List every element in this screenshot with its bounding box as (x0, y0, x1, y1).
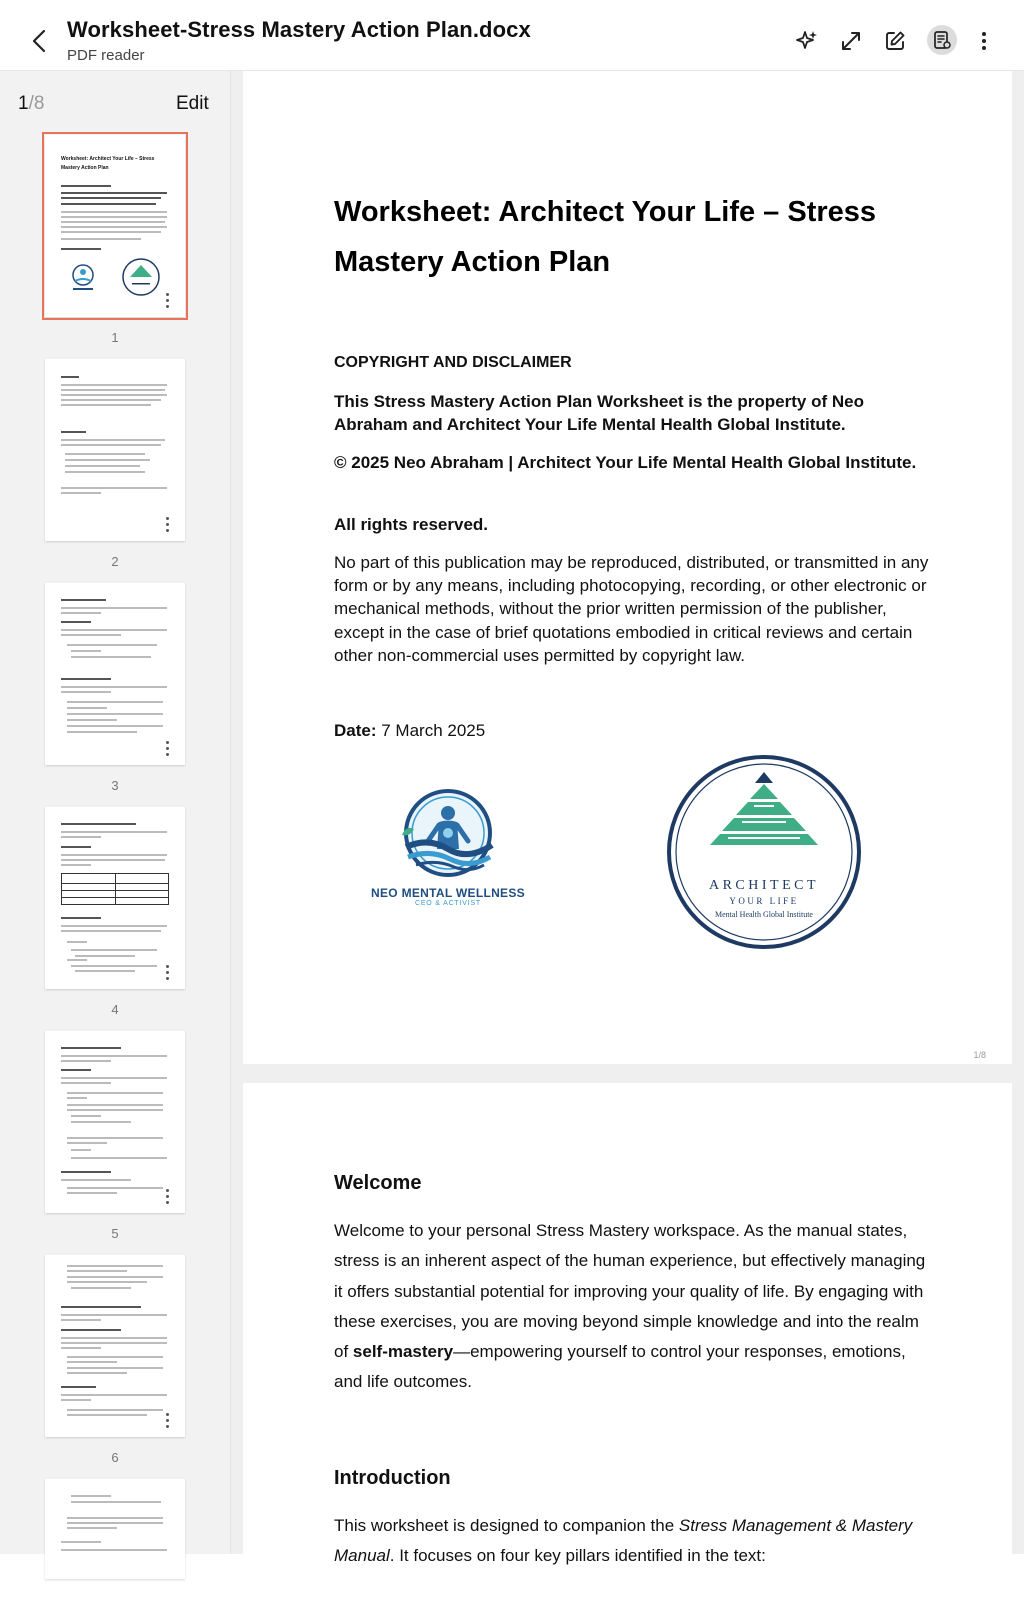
ai-sparkle-icon (795, 29, 819, 53)
back-button[interactable] (22, 24, 56, 58)
introduction-heading: Introduction (334, 1467, 451, 1489)
date-value: 7 March 2025 (381, 721, 486, 740)
logo-left-name: NEO MENTAL WELLNESS (371, 886, 525, 900)
thumbnail-label: 5 (111, 1226, 119, 1241)
expand-button[interactable] (834, 24, 868, 58)
page-thumbnail-3[interactable] (45, 583, 185, 765)
more-vert-icon (981, 31, 987, 51)
page-thumbnail-7[interactable] (45, 1479, 185, 1579)
neo-mental-wellness-logo (368, 789, 528, 934)
thumbnail-label: 2 (111, 554, 119, 569)
rights-reserved: All rights reserved. (334, 515, 489, 534)
page-thumbnail-2[interactable] (45, 359, 185, 541)
date-line (334, 721, 485, 741)
logo-right-line3: Mental Health Global Institute (715, 910, 813, 919)
thumb-logo-right (121, 257, 161, 297)
date-label: Date: (334, 721, 377, 740)
edit-note-button[interactable] (878, 24, 912, 58)
thumbnail-label: 4 (111, 1002, 119, 1017)
document-viewer[interactable] (231, 71, 1024, 1566)
copyright-heading: COPYRIGHT AND DISCLAIMER (334, 354, 572, 371)
expand-icon (840, 30, 862, 52)
intro-italic: Stress Management & Mastery Manual (334, 1516, 913, 1566)
reader-settings-button[interactable] (927, 25, 957, 55)
page-thumbnail-5[interactable] (45, 1031, 185, 1213)
ai-sparkle-button[interactable] (790, 24, 824, 58)
total-pages: /8 (28, 93, 45, 114)
thumbnail-label: 1 (111, 330, 119, 345)
thumb-table (61, 873, 169, 905)
welcome-text-end: —empowering yourself to control your responses, emotions, and life outcomes. (334, 1342, 906, 1392)
back-arrow-icon (32, 29, 46, 53)
thumbnail-menu-icon[interactable] (166, 1189, 170, 1205)
thumbnail-menu-icon[interactable] (166, 517, 170, 533)
edit-button[interactable]: Edit (176, 93, 209, 114)
introduction-paragraph (334, 1511, 934, 1572)
page-indicator (18, 93, 44, 115)
page-thumbnail-1[interactable] (45, 135, 185, 317)
thumbnail-menu-icon[interactable] (166, 741, 170, 757)
copyright-line: © 2025 Neo Abraham | Architect Your Life Mental Health Global Institute. (334, 453, 917, 472)
document-title: Worksheet-Stress Mastery Action Plan.docx (67, 17, 531, 42)
page-thumbnail-4[interactable] (45, 807, 185, 989)
thumbnail-menu-icon[interactable] (166, 965, 170, 981)
more-options-button[interactable] (967, 24, 1001, 58)
logo-right-line2: YOUR LIFE (729, 896, 799, 906)
thumbnail-label: 3 (111, 778, 119, 793)
intro-text-end: . It focuses on four key pillars identified in the text: (389, 1546, 766, 1566)
logo-right-line1: ARCHITECT (708, 878, 820, 893)
welcome-heading: Welcome (334, 1172, 422, 1194)
welcome-paragraph (334, 1216, 934, 1398)
document-page-1 (243, 71, 1012, 1064)
welcome-bold: self-mastery (352, 1342, 454, 1362)
logo-left-subtitle: CEO & ACTIVIST (414, 900, 482, 907)
architect-your-life-logo (666, 754, 862, 950)
thumbnail-label: 6 (111, 1450, 119, 1465)
disclaimer-paragraph: No part of this publication may be reproduced, distributed, or transmitted in any form or by any means, including photocopying, recording, or other electronic or mechanical methods, without the prior written permission of the publisher, except in the case of brief quotations embodied in critical reviews and certain other non-commercial uses permitted by copyright law. (334, 553, 929, 665)
thumb-title: Worksheet: Architect Your Life – Stress Mastery Action Plan (61, 156, 155, 171)
document-page-2 (243, 1083, 1012, 1603)
app-subtitle: PDF reader (67, 47, 145, 64)
thumb-logo-left (67, 261, 99, 293)
edit-note-icon (883, 29, 907, 53)
thumbnail-menu-icon[interactable] (166, 1413, 170, 1429)
current-page: 1 (18, 93, 29, 114)
page-thumbnail-6[interactable] (45, 1255, 185, 1437)
worksheet-title: Worksheet: Architect Your Life – Stress Mastery Action Plan (334, 196, 877, 278)
page-number-label: 1/8 (973, 1050, 986, 1060)
ownership-statement: This Stress Mastery Action Plan Worksheet is the property of Neo Abraham and Architect Your Life Mental Health Global Institute. (334, 392, 864, 434)
welcome-text-start: Welcome to your personal Stress Mastery workspace. As the manual states, stress is an inherent aspect of the human experience, but effectively managing it offers substantial potential for improving your quality of life. By engaging with these exercises, you are moving beyond simple knowledge and into the realm of (334, 1221, 926, 1362)
top-bar (0, 0, 1024, 71)
thumbnail-sidebar (0, 71, 231, 1554)
reader-settings-icon (932, 30, 952, 50)
intro-text-start: This worksheet is designed to companion the (334, 1516, 679, 1535)
thumbnail-menu-icon[interactable] (166, 293, 170, 309)
